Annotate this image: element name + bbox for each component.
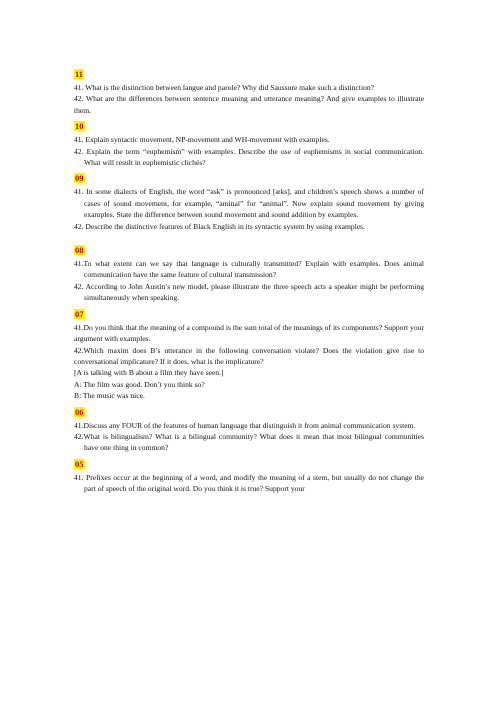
document-content <box>74 64 424 495</box>
question: 41.Do you think that the meaning of a compound is the sum total of the meanings of its components? Support your argument with examples. <box>74 322 424 344</box>
question: 42. What are the differences between sentence meaning and utterance meaning? And give examples to illustrate them. <box>74 94 424 115</box>
question: 41.Discuss any FOUR of the features of human language that distinguish it from animal communication system. <box>74 420 416 430</box>
year-heading: 11 <box>75 69 84 79</box>
year-heading: 05 <box>75 458 84 469</box>
question: 42. Describe the distinctive features of Black English in its syntactic system by using examples. <box>74 221 366 231</box>
question: 41.To what extent can we say that language is culturally transmitted? Explain with examples. Does animal communication have the same feature of cultural transmission? <box>74 259 424 280</box>
question: 42.What is bilingualism? What is a bilingual community? What does it mean that most bilingual communities have one thing in common? <box>74 431 424 453</box>
section-05 <box>74 454 424 495</box>
question: 42.Which maxim does B’s utterance in the following conversation violate? Does the violation give rise to conversational implicature? If it does, what is the implicature? <box>74 345 424 366</box>
year-heading: 07 <box>75 308 84 319</box>
section-09 <box>74 168 424 232</box>
question: 41. In some dialects of English, the word “ask” is pronounced [æks], and children’s speech shows a number of cases of sound movement, for example, “aminal” for “animal”. Now explain sound movement by giving examples. State the difference between sound movement and sound addition by examples. <box>74 187 424 220</box>
section-10 <box>74 116 424 168</box>
year-heading: 09 <box>75 173 84 184</box>
question: 41. Explain syntactic movement, NP-movement and WH-movement with examples. <box>74 135 330 145</box>
question: 42. According to John Austin’s new model, please illustrate the three speech acts a speaker might be performing simultaneously when speaking. <box>74 281 424 303</box>
question: 42. Explain the term “euphemism” with examples. Describe the use of euphemisms in social communication. What will result in euphemistic clichés? <box>74 146 424 168</box>
year-heading: 08 <box>75 245 84 256</box>
question: 41. Prefixes occur at the beginning of a word, and modify the meaning of a stem, but usually do not change the part of speech of the original word. Do you think it is true? Support your <box>74 472 424 494</box>
section-11 <box>74 64 424 116</box>
section-08 <box>74 240 424 304</box>
year-heading: 10 <box>75 121 84 132</box>
spacer <box>74 232 424 240</box>
dialogue-line: A: The film was good. Don’t you think so? <box>74 379 205 389</box>
context-line: [A is talking with B about a film they have seen.] <box>74 368 224 378</box>
question: 41. What is the distinction between langue and parole? Why did Saussure make such a distinction? <box>74 83 375 92</box>
dialogue-line: B: The music was nice. <box>74 391 145 401</box>
year-heading: 06 <box>75 406 84 417</box>
section-06 <box>74 402 424 454</box>
section-07 <box>74 304 424 402</box>
